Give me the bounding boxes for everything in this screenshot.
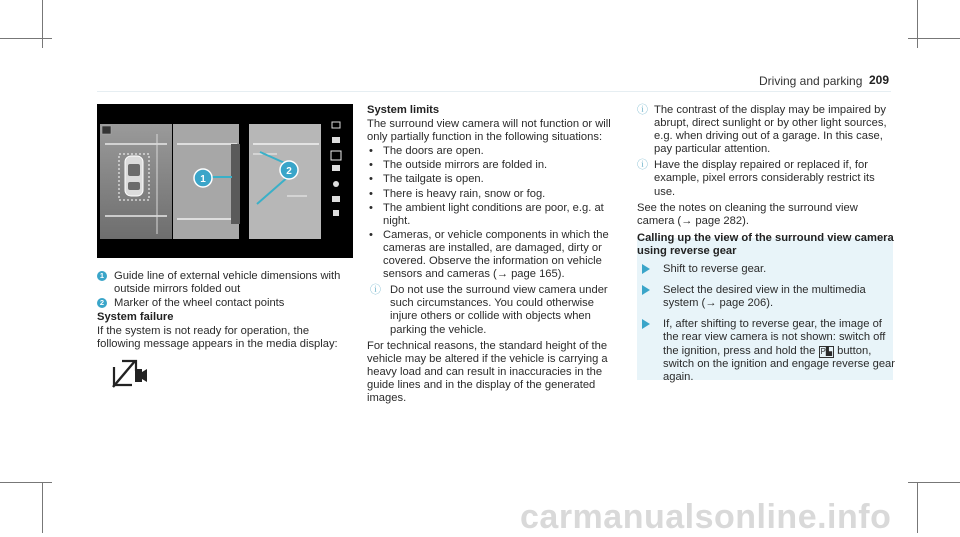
callout-number: 2 bbox=[97, 298, 107, 308]
step-arrow-icon bbox=[642, 285, 650, 295]
crop-mark bbox=[917, 0, 918, 48]
step-text: Shift to reverse gear. bbox=[663, 263, 767, 276]
header-rule bbox=[97, 91, 891, 92]
camera-failure-icon bbox=[108, 357, 148, 389]
left-column bbox=[97, 270, 353, 353]
right-column bbox=[637, 104, 895, 388]
camera-view-illustration bbox=[97, 104, 353, 258]
crop-mark bbox=[908, 38, 960, 39]
system-failure-text: If the system is not ready for operation, the following message appears in the media display: bbox=[97, 325, 338, 351]
running-header: Driving and parking bbox=[759, 74, 863, 88]
list-item: • The doors are open. bbox=[367, 145, 623, 158]
svg-text:2: 2 bbox=[286, 166, 292, 177]
note-text: Do not use the surround view camera under such circumstances. You could otherwise injure others or collide with objects when parking the vehicle. bbox=[390, 284, 608, 336]
crop-mark bbox=[0, 482, 52, 483]
instruction-step bbox=[637, 263, 895, 276]
list-item: • The outside mirrors are folded in. bbox=[367, 159, 623, 172]
step-text: button, switch on the ignition and engage reverse gear again. bbox=[663, 344, 895, 383]
system-limits-heading: System limits bbox=[367, 104, 440, 116]
cleaning-reference: See the notes on cleaning the surround view camera (→ page 282). bbox=[637, 201, 858, 227]
middle-column bbox=[367, 104, 623, 406]
crop-mark bbox=[0, 38, 52, 39]
list-item: • The tailgate is open. bbox=[367, 173, 623, 186]
list-item: • The ambient light conditions are poor, e.g. at night. bbox=[367, 202, 623, 228]
callout-number: 1 bbox=[97, 271, 107, 281]
note-block bbox=[637, 159, 895, 198]
crop-mark bbox=[42, 0, 43, 48]
legend-text: Marker of the wheel contact points bbox=[114, 297, 285, 310]
calling-up-heading: Calling up the view of the surround view camera using reverse gear bbox=[637, 231, 894, 257]
system-limits-intro: The surround view camera will not function or will only partially function in the following situations: bbox=[367, 118, 611, 144]
info-icon: ⓘ bbox=[370, 284, 381, 297]
legend-text: Guide line of external vehicle dimensions with outside mirrors folded out bbox=[114, 270, 341, 296]
crop-mark bbox=[917, 482, 918, 533]
instruction-step bbox=[637, 318, 895, 383]
legend-item bbox=[97, 270, 353, 296]
info-icon: ⓘ bbox=[637, 159, 648, 172]
note-block bbox=[367, 284, 623, 336]
legend-item bbox=[97, 297, 353, 310]
step-text: If, after shifting to reverse gear, the image of the rear view camera is not shown: switch off the ignition, press and hold the bbox=[663, 318, 886, 357]
watermark: carmanualsonline.info bbox=[520, 498, 892, 536]
step-arrow-icon bbox=[642, 264, 650, 274]
page-number: 209 bbox=[869, 73, 890, 87]
crop-mark bbox=[42, 482, 43, 533]
note-text: The contrast of the display may be impaired by abrupt, direct sunlight or by other light sources, e.g. when driving out of a garage. In this case, pay particular attention. bbox=[654, 104, 887, 156]
list-item: • Cameras, or vehicle components in which the cameras are installed, are damaged, dirty or covered. Observe the information on vehicle sensors and cameras (→ page 165). bbox=[367, 229, 623, 281]
note-block bbox=[637, 104, 895, 156]
svg-text:1: 1 bbox=[200, 174, 206, 185]
step-arrow-icon bbox=[642, 319, 650, 329]
list-item: • There is heavy rain, snow or fog. bbox=[367, 188, 623, 201]
surround-view-display-image bbox=[97, 104, 353, 258]
instruction-step bbox=[637, 284, 895, 310]
step-text: Select the desired view in the multimedia system (→ page 206). bbox=[663, 284, 866, 310]
note-text: Have the display repaired or replaced if, for example, pixel errors considerably restrict its use. bbox=[654, 159, 875, 198]
technical-reasons-text: For technical reasons, the standard height of the vehicle may be altered if the vehicle is carrying a heavy load and can result in inaccuracies in the guide lines and in the display of the generated images. bbox=[367, 339, 608, 404]
camera-button-icon: P▙ bbox=[820, 346, 832, 356]
info-icon: ⓘ bbox=[637, 104, 648, 116]
system-failure-heading: System failure bbox=[97, 311, 174, 324]
crop-mark bbox=[908, 482, 960, 483]
